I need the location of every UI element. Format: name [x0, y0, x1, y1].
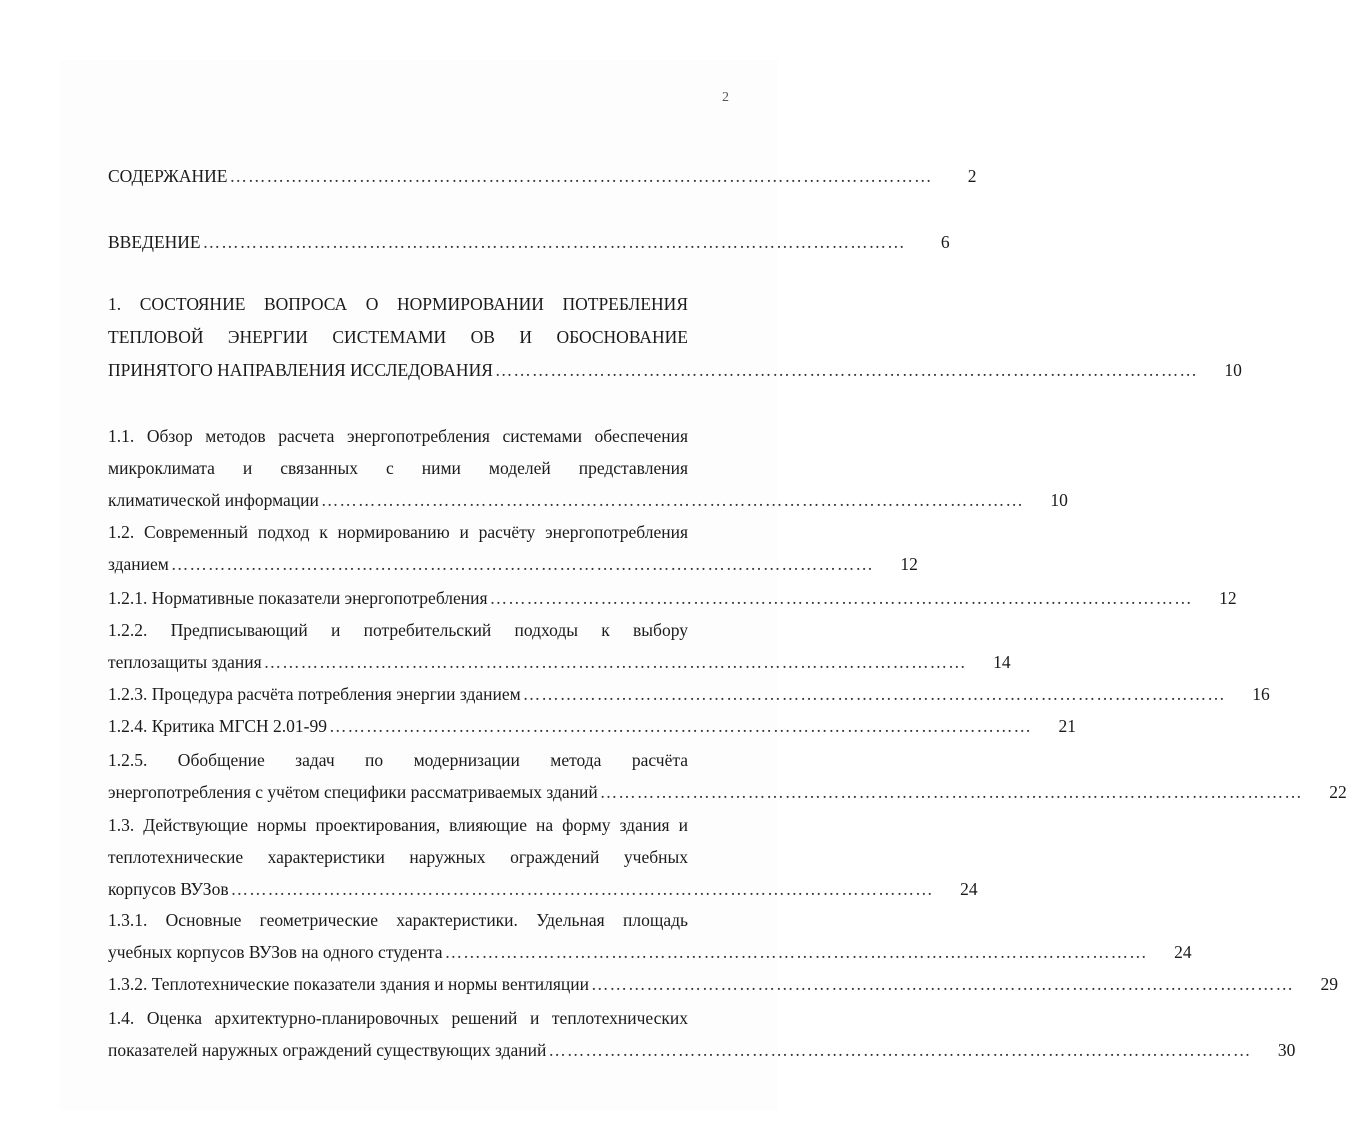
toc-line [108, 160, 977, 192]
toc-leader-dots: …………………………………………………………………………………………………… [494, 360, 1198, 380]
toc-entry-title: 1.3.2. Теплотехнические показатели здания и нормы вентиляции [108, 974, 589, 994]
toc-entry-title-line: 1.2.2. Предписывающий и потребительский подходы к выбору [108, 620, 688, 640]
toc-leader-dots: …………………………………………………………………………………………………… [229, 166, 933, 186]
toc-page-number: 16 [1252, 684, 1270, 704]
toc-entry-title: СОДЕРЖАНИЕ [108, 166, 228, 186]
toc-entry-title-line: энергопотребления с учётом специфики рассматриваемых зданий [108, 782, 598, 802]
toc-entry-title-line: 1.2. Современный подход к нормированию и расчёту энергопотребления [108, 522, 688, 542]
toc-entry-title-line: показателей наружных ограждений существующих зданий [108, 1040, 547, 1060]
toc-entry-title-line: климатической информации [108, 490, 319, 510]
toc-leader-dots: …………………………………………………………………………………………………… [263, 652, 967, 672]
toc-page-number: 14 [993, 652, 1011, 672]
toc-entry-1-2-1[interactable] [108, 582, 1237, 614]
toc-line [108, 548, 918, 580]
toc-entry-title-line: корпусов ВУЗов [108, 879, 229, 899]
toc-leader-dots: …………………………………………………………………………………………………… [202, 232, 906, 252]
toc-page-number: 21 [1058, 716, 1077, 736]
toc-entry-1-2-2[interactable] [108, 614, 1011, 678]
toc-leader-dots: …………………………………………………………………………………………………… [170, 554, 874, 574]
toc-entry-title-line: теплотехнические характеристики наружных ограждений учебных [108, 847, 688, 867]
toc-entry-title: 1.2.4. Критика МГСН 2.01-99 [108, 716, 328, 736]
toc-entry-1-2-4[interactable] [108, 710, 1077, 742]
toc-entry-title-line: учебных корпусов ВУЗов на одного студента [108, 942, 443, 962]
toc-page-number: 12 [1219, 588, 1237, 608]
toc-line [108, 484, 1068, 516]
toc-page-number: 10 [1224, 360, 1242, 380]
toc-leader-dots: …………………………………………………………………………………………………… [548, 1040, 1252, 1060]
toc-entry-title-line: 1.1. Обзор методов расчета энергопотребления системами обеспечения [108, 426, 688, 446]
toc-entry-contents[interactable] [108, 160, 977, 192]
toc-page-number: 24 [1174, 942, 1192, 962]
toc-entry-title-line: 1.4. Оценка архитектурно-планировочных решений и теплотехнических [108, 1008, 688, 1028]
toc-line [108, 354, 1242, 387]
toc-leader-dots: …………………………………………………………………………………………………… [320, 490, 1024, 510]
toc-entry-chapter-1[interactable] [108, 288, 1242, 387]
toc-line [108, 710, 1077, 742]
toc-entry-title-line: ПРИНЯТОГО НАПРАВЛЕНИЯ ИССЛЕДОВАНИЯ [108, 360, 493, 380]
toc-leader-dots: …………………………………………………………………………………………………… [489, 588, 1193, 608]
toc-entry-introduction[interactable] [108, 226, 950, 258]
toc-page-number: 30 [1277, 1040, 1296, 1060]
toc-line [108, 646, 1011, 678]
toc-leader-dots: …………………………………………………………………………………………………… [329, 716, 1033, 736]
page-number: 2 [722, 90, 729, 105]
toc-page-number: 24 [960, 879, 978, 899]
toc-entry-1-3-2[interactable] [108, 968, 1338, 1000]
toc-line [108, 873, 978, 905]
toc-page-number: 10 [1050, 490, 1068, 510]
toc-leader-dots: …………………………………………………………………………………………………… [230, 879, 934, 899]
toc-page-number: 29 [1320, 974, 1338, 994]
toc-leader-dots: …………………………………………………………………………………………………… [591, 974, 1294, 994]
toc-entry-title-line: 1.3.1. Основные геометрические характеристики. Удельная площадь [108, 910, 688, 930]
toc-page-number: 6 [940, 232, 950, 252]
toc-entry-title-line: зданием [108, 554, 169, 574]
toc-line [108, 776, 1347, 808]
toc-line [108, 226, 950, 258]
toc-entry-title-line: 1.3. Действующие нормы проектирования, влияющие на форму здания и [108, 815, 688, 835]
toc-page-number: 22 [1329, 782, 1347, 802]
toc-line [108, 1034, 1296, 1066]
toc-entry-title-line: 1.2.5. Обобщение задач по модернизации метода расчёта [108, 750, 688, 770]
toc-leader-dots: …………………………………………………………………………………………………… [444, 942, 1148, 962]
toc-entry-title-line: теплозащиты здания [108, 652, 262, 672]
toc-entry-title: 1.2.1. Нормативные показатели энергопотребления [108, 588, 488, 608]
toc-line [108, 582, 1237, 614]
toc-entry-title-line: ТЕПЛОВОЙ ЭНЕРГИИ СИСТЕМАМИ ОВ И ОБОСНОВАНИЕ [108, 327, 688, 347]
toc-entry-1-2-3[interactable] [108, 678, 1270, 710]
toc-entry-1-2-5[interactable] [108, 744, 1347, 808]
toc-page-number: 12 [900, 554, 918, 574]
toc-page-number: 2 [967, 166, 977, 186]
toc-line [108, 968, 1338, 1000]
toc-entry-1-3[interactable] [108, 809, 978, 905]
toc-entry-title-line: 1. СОСТОЯНИЕ ВОПРОСА О НОРМИРОВАНИИ ПОТРЕБЛЕНИЯ [108, 294, 688, 314]
toc-entry-1-4[interactable] [108, 1002, 1296, 1066]
toc-entry-title: 1.2.3. Процедура расчёта потребления энергии зданием [108, 684, 521, 704]
toc-entry-1-3-1[interactable] [108, 904, 1192, 968]
toc-line [108, 936, 1192, 968]
toc-leader-dots: …………………………………………………………………………………………………… [599, 782, 1303, 802]
toc-leader-dots: …………………………………………………………………………………………………… [522, 684, 1226, 704]
toc-entry-1-1[interactable] [108, 420, 1068, 516]
toc-line [108, 678, 1270, 710]
toc-entry-title-line: микроклимата и связанных с ними моделей представления [108, 458, 688, 478]
toc-entry-1-2[interactable] [108, 516, 918, 580]
toc-entry-title: ВВЕДЕНИЕ [108, 232, 201, 252]
